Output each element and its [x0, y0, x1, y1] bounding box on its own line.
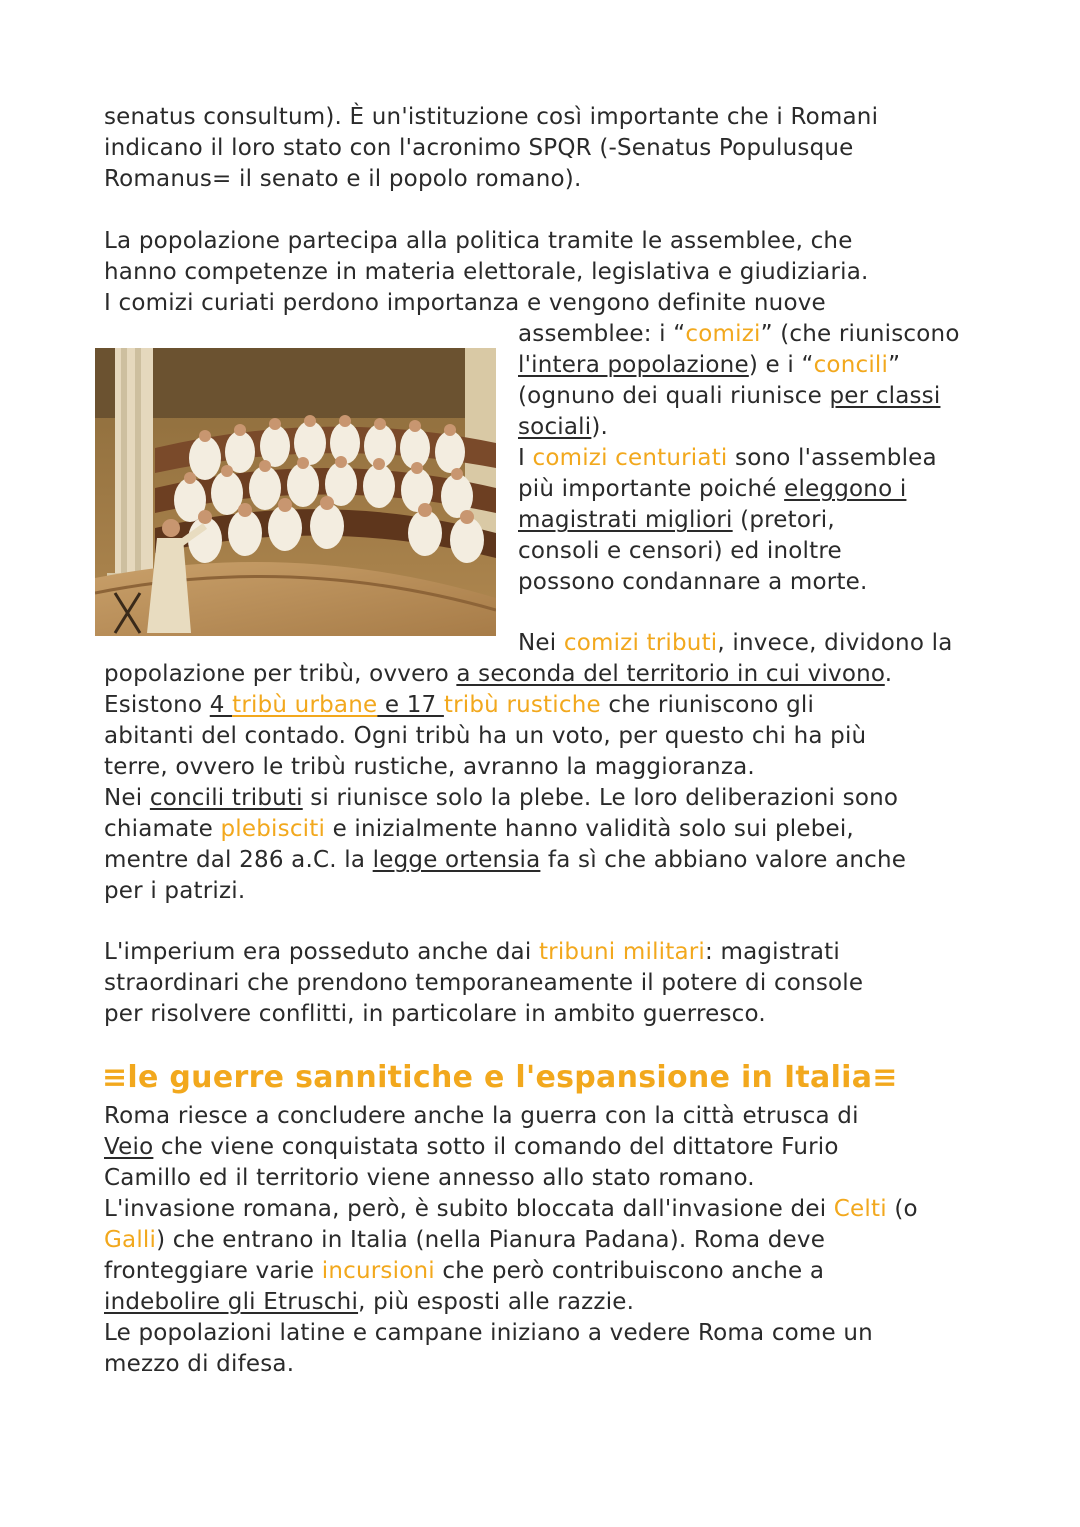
text-line: hanno competenze in materia elettorale, legislativa e giudiziaria.: [104, 259, 869, 285]
text-line: sociali).: [518, 414, 609, 440]
text-line: indicano il loro stato con l'acronimo SPQR (-Senatus Populusque: [104, 135, 854, 161]
text-line: Esistono 4 tribù urbane e 17 tribù rustiche che riuniscono gli: [104, 692, 815, 718]
highlight-tribu-rustiche: tribù rustiche: [443, 692, 601, 718]
text-line: La popolazione partecipa alla politica tramite le assemblee, che: [104, 228, 853, 254]
highlight-plebisciti: plebisciti: [220, 816, 326, 842]
highlight-comizi: comizi: [685, 321, 761, 347]
text-line: Galli) che entrano in Italia (nella Pianura Padana). Roma deve: [104, 1227, 826, 1253]
highlight-tribuni-militari: tribuni militari: [538, 939, 706, 965]
text-line: Nei concili tributi si riunisce solo la plebe. Le loro deliberazioni sono: [104, 785, 899, 811]
text-line: l'intera popolazione) e i “concili”: [518, 352, 901, 378]
text-line: consoli e censori) ed inoltre: [518, 538, 842, 564]
highlight-concili: concili: [813, 352, 889, 378]
text-line: fronteggiare varie incursioni che però contribuiscono anche a: [104, 1258, 825, 1284]
cicero-senate-image: [95, 348, 496, 636]
text-line: L'imperium era posseduto anche dai tribuni militari: magistrati: [104, 939, 840, 965]
highlight-comizi-centuriati: comizi centuriati: [532, 445, 728, 471]
text-line: (ognuno dei quali riunisce per classi: [518, 383, 941, 409]
text-line: Le popolazioni latine e campane iniziano a vedere Roma come un: [104, 1320, 873, 1346]
highlight-incursioni: incursioni: [321, 1258, 435, 1284]
text-line: Veio che viene conquistata sotto il comando del dittatore Furio: [104, 1134, 839, 1160]
text-line: senatus consultum). È un'istituzione così importante che i Romani: [104, 104, 879, 130]
text-line: I comizi curiati perdono importanza e vengono definite nuove: [104, 290, 826, 316]
text-line: mentre dal 286 a.C. la legge ortensia fa sì che abbiano valore anche: [104, 847, 907, 873]
section-heading: ≡le guerre sannitiche e l'espansione in Italia≡: [102, 1060, 898, 1095]
highlight-comizi-tributi: comizi tributi: [563, 630, 718, 656]
text-line: per i patrizi.: [104, 878, 246, 904]
senate-painting: [95, 348, 496, 636]
text-line: abitanti del contado. Ogni tribù ha un voto, per questo chi ha più: [104, 723, 867, 749]
text-line: Roma riesce a concludere anche la guerra con la città etrusca di: [104, 1103, 859, 1129]
text-line: indebolire gli Etruschi, più esposti alle razzie.: [104, 1289, 635, 1315]
text-line: Romanus= il senato e il popolo romano).: [104, 166, 582, 192]
text-line: chiamate plebisciti e inizialmente hanno validità solo sui plebei,: [104, 816, 854, 842]
highlight-celti: Celti: [833, 1196, 887, 1222]
highlight-galli: Galli: [104, 1227, 157, 1253]
text-line: Camillo ed il territorio viene annesso allo stato romano.: [104, 1165, 755, 1191]
text-line: Nei comizi tributi, invece, dividono la: [518, 630, 953, 656]
highlight-tribu-urbane: tribù urbane: [232, 692, 378, 718]
text-line: mezzo di difesa.: [104, 1351, 295, 1377]
text-line: terre, ovvero le tribù rustiche, avranno la maggioranza.: [104, 754, 755, 780]
text-line: L'invasione romana, però, è subito bloccata dall'invasione dei Celti (o: [104, 1196, 918, 1222]
text-line: magistrati migliori (pretori,: [518, 507, 835, 533]
text-line: possono condannare a morte.: [518, 569, 868, 595]
text-line: popolazione per tribù, ovvero a seconda del territorio in cui vivono.: [104, 661, 893, 687]
text-line: straordinari che prendono temporaneamente il potere di console: [104, 970, 864, 996]
text-line: assemblee: i “comizi” (che riuniscono: [518, 321, 960, 347]
text-line: I comizi centuriati sono l'assemblea: [518, 445, 937, 471]
text-line: più importante poiché eleggono i: [518, 476, 907, 502]
text-line: per risolvere conflitti, in particolare in ambito guerresco.: [104, 1001, 766, 1027]
